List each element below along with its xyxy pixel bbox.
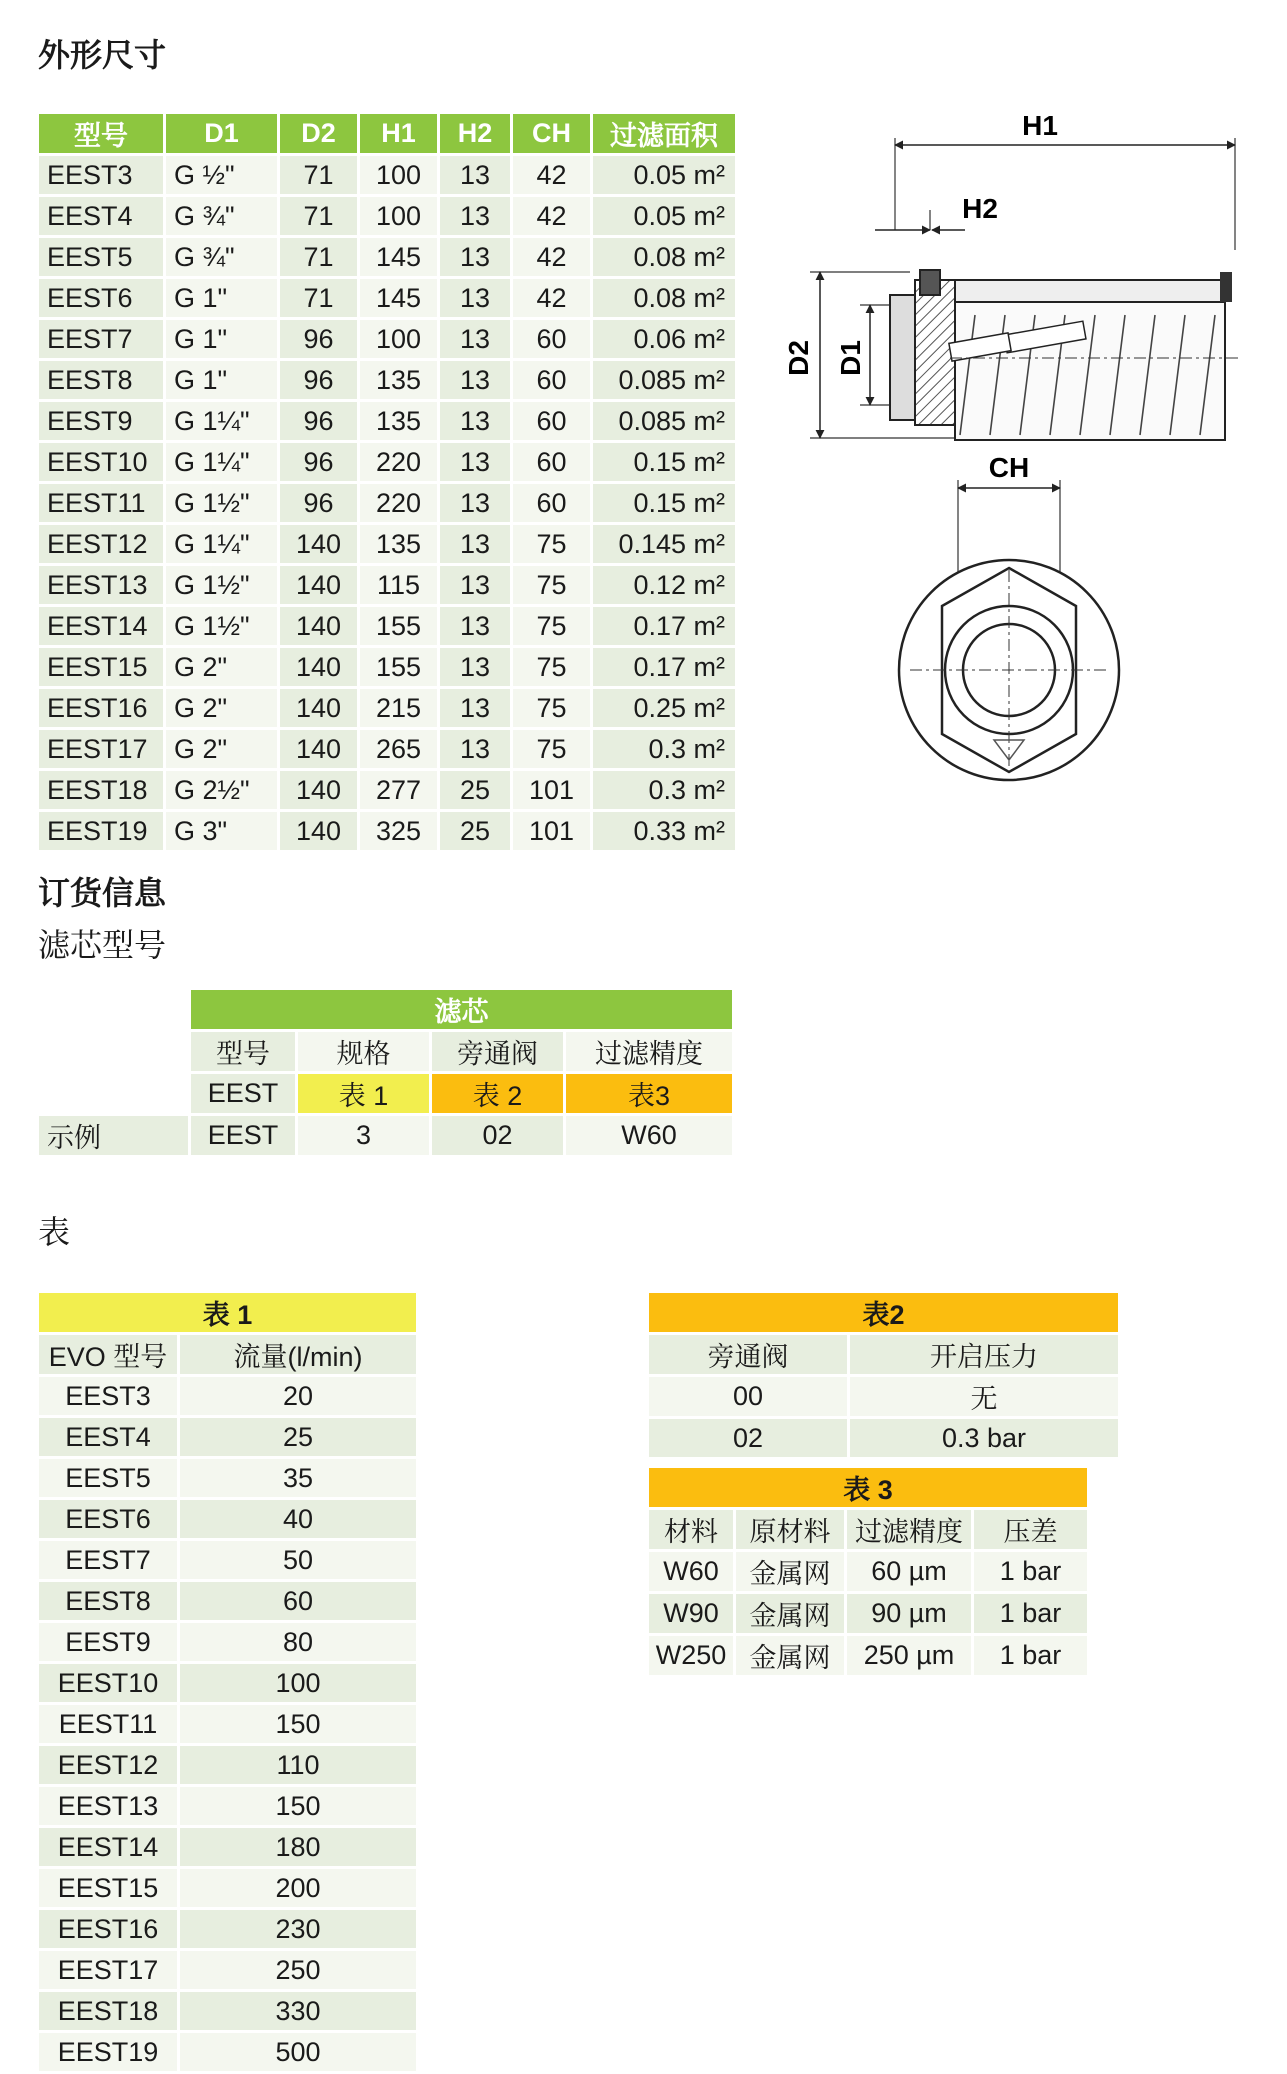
table1-cell: EEST7 [39, 1541, 177, 1579]
dim-cell: 145 [360, 238, 437, 276]
dim-cell: 25 [440, 771, 510, 809]
table2-cell: 无 [850, 1377, 1118, 1416]
dim-cell: 13 [440, 320, 510, 358]
dim-header-cell: H1 [360, 114, 437, 153]
section-title-tables: 表 [38, 1214, 71, 1250]
table3-cell: W90 [649, 1594, 733, 1633]
dim-cell: 140 [280, 730, 357, 768]
dimension-table-row [39, 484, 735, 522]
table1-cell: EEST8 [39, 1582, 177, 1620]
table1-cell: 50 [180, 1541, 416, 1579]
table1-row [39, 1541, 416, 1579]
dim-cell: G 1" [166, 320, 277, 358]
section-title-ordering: 订货信息 [38, 875, 167, 911]
dim-cell: 96 [280, 443, 357, 481]
dim-cell: 135 [360, 361, 437, 399]
dim-cell: 140 [280, 566, 357, 604]
dim-cell: 140 [280, 607, 357, 645]
dim-cell: 140 [280, 689, 357, 727]
dim-cell: G 2" [166, 730, 277, 768]
order-example-bypass: 02 [432, 1116, 563, 1155]
dim-cell: G 1" [166, 279, 277, 317]
order-ref-table3: 表3 [566, 1074, 732, 1113]
table1-row [39, 1459, 416, 1497]
order-col-model: 型号 [191, 1032, 295, 1071]
dim-cell: EEST16 [39, 689, 163, 727]
table1-cell: EEST11 [39, 1705, 177, 1743]
order-ref-model: EEST [191, 1074, 295, 1113]
dim-cell: G 3" [166, 812, 277, 850]
dim-cell: EEST7 [39, 320, 163, 358]
dim-cell: 71 [280, 279, 357, 317]
table1-row [39, 1746, 416, 1784]
dim-cell: 71 [280, 197, 357, 235]
order-ref-table1: 表 1 [298, 1074, 429, 1113]
dim-cell: EEST5 [39, 238, 163, 276]
dim-cell: 75 [513, 648, 590, 686]
dim-cell: EEST14 [39, 607, 163, 645]
table1-cell: 100 [180, 1664, 416, 1702]
dim-cell: 277 [360, 771, 437, 809]
dimension-table-row [39, 197, 735, 235]
table3-cell: 60 µm [847, 1552, 971, 1591]
table1-cell: 150 [180, 1787, 416, 1825]
dim-cell: 100 [360, 320, 437, 358]
dim-cell: 42 [513, 279, 590, 317]
order-group-header: 滤芯 [191, 990, 732, 1029]
dim-cell: 96 [280, 320, 357, 358]
dim-cell: 13 [440, 197, 510, 235]
table2-cell: 0.3 bar [850, 1419, 1118, 1457]
dim-cell: 135 [360, 525, 437, 563]
table2-header-cell: 开启压力 [850, 1335, 1118, 1374]
table1-cell: 150 [180, 1705, 416, 1743]
table3-header-cell: 压差 [974, 1510, 1087, 1549]
dim-cell: 75 [513, 689, 590, 727]
dim-cell: 42 [513, 156, 590, 194]
dim-cell: 13 [440, 361, 510, 399]
table3-cell: 1 bar [974, 1594, 1087, 1633]
dim-cell: 215 [360, 689, 437, 727]
order-example-spec: 3 [298, 1116, 429, 1155]
table1-row [39, 2033, 416, 2071]
table3-header-cell: 原材料 [736, 1510, 844, 1549]
table1-cell: 230 [180, 1910, 416, 1948]
table1-title: 表 1 [39, 1293, 416, 1332]
dim-cell: 13 [440, 484, 510, 522]
dim-cell: EEST10 [39, 443, 163, 481]
ordering-subtitle: 滤芯型号 [38, 927, 167, 963]
dim-cell: G 1½" [166, 566, 277, 604]
dim-cell: EEST17 [39, 730, 163, 768]
dim-cell: 0.145 m² [593, 525, 735, 563]
table3-row [649, 1552, 1087, 1591]
dim-cell: 13 [440, 648, 510, 686]
order-example-model: EEST [191, 1116, 295, 1155]
table3-cell: W60 [649, 1552, 733, 1591]
table1-cell: EEST13 [39, 1787, 177, 1825]
table1-cell: EEST9 [39, 1623, 177, 1661]
dimension-table-row [39, 730, 735, 768]
dim-cell: 0.15 m² [593, 443, 735, 481]
dim-cell: 71 [280, 238, 357, 276]
table3-cell: 90 µm [847, 1594, 971, 1633]
dim-cell: EEST9 [39, 402, 163, 440]
table1-cell: EEST14 [39, 1828, 177, 1866]
dim-cell: 140 [280, 525, 357, 563]
dim-cell: 265 [360, 730, 437, 768]
table1-row [39, 1705, 416, 1743]
dim-cell: 75 [513, 566, 590, 604]
dim-cell: 60 [513, 361, 590, 399]
dim-cell: 220 [360, 443, 437, 481]
dim-cell: G ½" [166, 156, 277, 194]
order-col-bypass: 旁通阀 [432, 1032, 563, 1071]
dim-header-cell: D1 [166, 114, 277, 153]
dim-cell: EEST13 [39, 566, 163, 604]
order-example-precision: W60 [566, 1116, 732, 1155]
dim-cell: G 1¼" [166, 402, 277, 440]
dim-cell: G ¾" [166, 197, 277, 235]
dim-cell: 0.05 m² [593, 197, 735, 235]
dim-cell: G 1½" [166, 607, 277, 645]
table1-header-cell: EVO 型号 [39, 1335, 177, 1374]
dim-cell: 13 [440, 730, 510, 768]
table3-title: 表 3 [649, 1468, 1087, 1507]
dim-header-cell: D2 [280, 114, 357, 153]
dim-cell: EEST3 [39, 156, 163, 194]
table3-cell: 金属网 [736, 1552, 844, 1591]
table3-cell: 金属网 [736, 1594, 844, 1633]
table1-row [39, 1582, 416, 1620]
dimension-table-row [39, 320, 735, 358]
dim-cell: 155 [360, 607, 437, 645]
dim-cell: 25 [440, 812, 510, 850]
dim-cell: 60 [513, 320, 590, 358]
table3-header-cell: 过滤精度 [847, 1510, 971, 1549]
table1-cell: 25 [180, 1418, 416, 1456]
table3-cell: W250 [649, 1636, 733, 1675]
table1-row [39, 1828, 416, 1866]
dim-cell: 0.085 m² [593, 402, 735, 440]
table1-row [39, 1869, 416, 1907]
table1-cell: EEST5 [39, 1459, 177, 1497]
dim-cell: G 1" [166, 361, 277, 399]
dim-cell: 140 [280, 771, 357, 809]
table2-cell: 02 [649, 1419, 847, 1457]
dim-cell: 42 [513, 238, 590, 276]
table2-row [649, 1377, 1118, 1416]
dim-cell: G 2½" [166, 771, 277, 809]
table1-cell: 250 [180, 1951, 416, 1989]
dimension-table-row [39, 812, 735, 850]
dim-cell: EEST4 [39, 197, 163, 235]
dim-cell: 0.17 m² [593, 648, 735, 686]
table1-cell: 35 [180, 1459, 416, 1497]
dim-cell: 96 [280, 402, 357, 440]
dim-cell: 13 [440, 566, 510, 604]
table1-row [39, 1664, 416, 1702]
dim-cell: EEST19 [39, 812, 163, 850]
table-2 [646, 1290, 1121, 1460]
table1-cell: EEST10 [39, 1664, 177, 1702]
table3-cell: 1 bar [974, 1552, 1087, 1591]
table3-cell: 金属网 [736, 1636, 844, 1675]
label-h2: H2 [962, 193, 998, 224]
dim-cell: 13 [440, 279, 510, 317]
table1-row [39, 1910, 416, 1948]
dim-cell: 155 [360, 648, 437, 686]
dim-cell: 0.3 m² [593, 771, 735, 809]
dim-cell: 0.17 m² [593, 607, 735, 645]
dim-cell: 0.3 m² [593, 730, 735, 768]
table3-row [649, 1594, 1087, 1633]
dim-cell: 135 [360, 402, 437, 440]
dim-header-cell: H2 [440, 114, 510, 153]
dim-cell: G ¾" [166, 238, 277, 276]
table1-cell: EEST12 [39, 1746, 177, 1784]
filter-drawing [783, 100, 1250, 800]
table1-row [39, 1787, 416, 1825]
dim-cell: 0.08 m² [593, 279, 735, 317]
dim-cell: G 1½" [166, 484, 277, 522]
order-col-precision: 过滤精度 [566, 1032, 732, 1071]
dim-cell: 13 [440, 402, 510, 440]
table1-row [39, 1623, 416, 1661]
dim-cell: 96 [280, 361, 357, 399]
table3-cell: 1 bar [974, 1636, 1087, 1675]
table1-cell: EEST18 [39, 1992, 177, 2030]
dim-cell: G 2" [166, 648, 277, 686]
table1-cell: EEST19 [39, 2033, 177, 2071]
dim-cell: 100 [360, 156, 437, 194]
dim-cell: 42 [513, 197, 590, 235]
table1-cell: 20 [180, 1377, 416, 1415]
dim-cell: EEST11 [39, 484, 163, 522]
table1-cell: EEST15 [39, 1869, 177, 1907]
dim-cell: 13 [440, 689, 510, 727]
dimension-table-row [39, 443, 735, 481]
dim-cell: 140 [280, 812, 357, 850]
label-ch: CH [988, 452, 1030, 483]
table1-cell: EEST3 [39, 1377, 177, 1415]
dim-cell: 0.33 m² [593, 812, 735, 850]
dim-cell: G 1¼" [166, 443, 277, 481]
dimension-table-row [39, 156, 735, 194]
dimension-table [36, 111, 738, 853]
table2-title: 表2 [649, 1293, 1118, 1332]
table-3 [646, 1465, 1090, 1678]
table1-cell: 330 [180, 1992, 416, 2030]
table2-cell: 00 [649, 1377, 847, 1416]
dim-cell: 140 [280, 648, 357, 686]
table1-row [39, 1951, 416, 1989]
dimension-table-row [39, 607, 735, 645]
table3-row [649, 1636, 1087, 1675]
dim-cell: EEST18 [39, 771, 163, 809]
dim-cell: 0.05 m² [593, 156, 735, 194]
dim-header-cell: 过滤面积 [593, 114, 735, 153]
dim-cell: G 1¼" [166, 525, 277, 563]
dim-cell: 13 [440, 607, 510, 645]
dim-cell: 60 [513, 443, 590, 481]
dim-cell: 101 [513, 812, 590, 850]
table3-cell: 250 µm [847, 1636, 971, 1675]
dim-header-cell: CH [513, 114, 590, 153]
dimension-table-row [39, 771, 735, 809]
label-h1: H1 [1022, 110, 1058, 141]
dimension-table-row [39, 566, 735, 604]
dim-cell: 13 [440, 238, 510, 276]
dimension-table-row [39, 361, 735, 399]
dimension-table-row [39, 648, 735, 686]
dimension-table-row [39, 402, 735, 440]
dim-cell: 101 [513, 771, 590, 809]
dim-cell: EEST6 [39, 279, 163, 317]
dim-cell: 71 [280, 156, 357, 194]
dimension-table-row [39, 279, 735, 317]
table1-cell: 60 [180, 1582, 416, 1620]
dim-cell: 13 [440, 443, 510, 481]
table1-row [39, 1500, 416, 1538]
table2-row [649, 1419, 1118, 1457]
table2-header-cell: 旁通阀 [649, 1335, 847, 1374]
dim-cell: G 2" [166, 689, 277, 727]
dimension-table-row [39, 689, 735, 727]
table1-cell: 200 [180, 1869, 416, 1907]
dim-cell: 145 [360, 279, 437, 317]
dimension-table-row [39, 525, 735, 563]
dim-cell: 220 [360, 484, 437, 522]
dim-cell: EEST8 [39, 361, 163, 399]
table1-row [39, 1377, 416, 1415]
table1-cell: 180 [180, 1828, 416, 1866]
label-d2: D2 [783, 340, 814, 376]
table1-cell: 500 [180, 2033, 416, 2071]
dim-cell: 325 [360, 812, 437, 850]
dim-cell: 75 [513, 607, 590, 645]
dim-cell: 0.15 m² [593, 484, 735, 522]
table3-header-cell: 材料 [649, 1510, 733, 1549]
dim-cell: 0.08 m² [593, 238, 735, 276]
dim-cell: 75 [513, 730, 590, 768]
dim-cell: 60 [513, 402, 590, 440]
section-title-dimensions: 外形尺寸 [38, 37, 167, 73]
dimension-table-row [39, 238, 735, 276]
dim-cell: 0.12 m² [593, 566, 735, 604]
table1-cell: 110 [180, 1746, 416, 1784]
order-example-label: 示例 [39, 1116, 188, 1155]
order-ref-table2: 表 2 [432, 1074, 563, 1113]
dim-cell: 13 [440, 156, 510, 194]
table1-cell: 80 [180, 1623, 416, 1661]
dim-cell: 13 [440, 525, 510, 563]
table1-cell: EEST16 [39, 1910, 177, 1948]
dim-header-cell: 型号 [39, 114, 163, 153]
dim-cell: 100 [360, 197, 437, 235]
order-code-table [36, 987, 735, 1158]
table1-row [39, 1418, 416, 1456]
label-d1: D1 [835, 340, 866, 376]
table1-cell: 40 [180, 1500, 416, 1538]
table1-header-cell: 流量(l/min) [180, 1335, 416, 1374]
dim-cell: EEST12 [39, 525, 163, 563]
dim-cell: 115 [360, 566, 437, 604]
dim-cell: 75 [513, 525, 590, 563]
table1-row [39, 1992, 416, 2030]
dim-cell: 60 [513, 484, 590, 522]
dim-cell: 0.25 m² [593, 689, 735, 727]
dim-cell: 96 [280, 484, 357, 522]
order-col-spec: 规格 [298, 1032, 429, 1071]
table-1 [36, 1290, 419, 2074]
dim-cell: 0.085 m² [593, 361, 735, 399]
table1-cell: EEST17 [39, 1951, 177, 1989]
dim-cell: 0.06 m² [593, 320, 735, 358]
dim-cell: EEST15 [39, 648, 163, 686]
table1-cell: EEST4 [39, 1418, 177, 1456]
dimension-table-header [39, 114, 735, 153]
table1-cell: EEST6 [39, 1500, 177, 1538]
